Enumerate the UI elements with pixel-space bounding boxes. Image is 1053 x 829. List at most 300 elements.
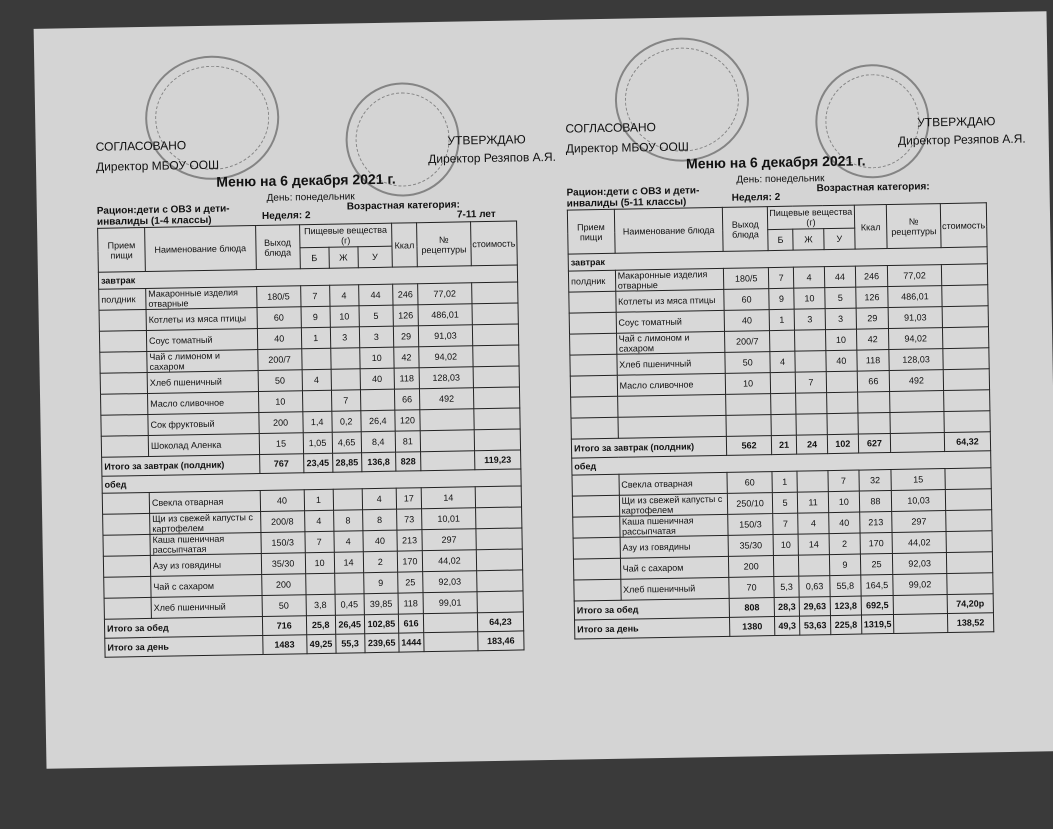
- meal-cell: [573, 516, 620, 538]
- meal-cell: [569, 312, 616, 334]
- total-value: 102,85: [364, 614, 399, 634]
- cell-value: 213: [859, 511, 892, 533]
- cell-value: 14: [798, 534, 829, 556]
- dish-name: Азу из говядины: [150, 554, 261, 577]
- cell-value: 492: [419, 388, 473, 410]
- cell-value: 11: [797, 492, 828, 514]
- day-total-value: 1483: [262, 635, 306, 655]
- header-zh: Ж: [329, 247, 358, 269]
- day-total-label: Итого за день: [105, 635, 263, 657]
- cell-value: [797, 471, 828, 493]
- cell-value: 15: [891, 469, 945, 491]
- day-total-value: 138,52: [947, 613, 993, 633]
- cell-value: [305, 573, 334, 595]
- header-yield: Выход блюда: [255, 225, 300, 270]
- total-label: Итого за завтрак (полдник): [102, 455, 260, 477]
- cell-value: [941, 264, 987, 286]
- cell-value: 5: [772, 492, 798, 513]
- cell-value: 180/5: [724, 268, 769, 290]
- total-value: 627: [858, 434, 891, 454]
- cell-value: 150/3: [261, 532, 305, 554]
- cell-value: 1: [304, 489, 333, 511]
- meal-cell: [104, 576, 151, 598]
- age-category: Возрастная категория:: [346, 199, 460, 213]
- day-total-value: 1380: [730, 617, 775, 637]
- cell-value: 40: [257, 328, 301, 350]
- cell-value: 94,02: [419, 346, 473, 368]
- cell-value: 1: [301, 327, 330, 349]
- cell-value: 44: [824, 266, 855, 288]
- meal-cell: [100, 351, 147, 373]
- cell-value: [475, 507, 521, 529]
- cell-value: 42: [856, 329, 889, 351]
- total-value: [423, 613, 477, 633]
- dish-name: Масло сливочное: [617, 373, 726, 396]
- cell-value: 10: [794, 288, 825, 310]
- cell-value: 8,4: [361, 431, 396, 453]
- meal-cell: полдник: [99, 288, 146, 310]
- cell-value: [796, 393, 827, 415]
- cell-value: 297: [892, 511, 946, 533]
- cell-value: 77,02: [418, 283, 472, 305]
- cell-value: [947, 573, 993, 595]
- header-recipe: № рецептуры: [417, 222, 472, 267]
- cell-value: 32: [859, 469, 892, 491]
- cell-value: 91,03: [888, 307, 942, 329]
- cell-value: 200/7: [257, 349, 301, 371]
- cell-value: [890, 412, 944, 434]
- meal-cell: [102, 492, 149, 514]
- cell-value: 0,2: [331, 411, 360, 433]
- cell-value: [477, 570, 523, 592]
- cell-value: 92,03: [893, 553, 947, 575]
- page-header: [565, 101, 1037, 209]
- cell-value: [946, 552, 992, 574]
- cell-value: 44,02: [422, 550, 476, 572]
- total-label: Итого за обед: [104, 616, 262, 638]
- cell-value: 40: [826, 350, 857, 372]
- cell-value: 3: [794, 309, 825, 331]
- day-total-value: 49,3: [774, 616, 800, 635]
- cell-value: 8: [362, 509, 397, 531]
- cell-value: [475, 486, 521, 508]
- total-value: [421, 451, 475, 471]
- cell-value: [943, 390, 989, 412]
- cell-value: 126: [393, 305, 418, 326]
- cell-value: 7: [305, 531, 334, 553]
- meal-cell: [101, 414, 148, 436]
- cell-value: [827, 413, 858, 435]
- cell-value: 42: [394, 347, 419, 368]
- cell-value: [944, 411, 990, 433]
- dish-name: Хлеб пшеничный: [151, 596, 262, 619]
- cell-value: [471, 282, 517, 304]
- cell-value: 4: [798, 513, 829, 535]
- cell-value: 200: [258, 412, 302, 434]
- cell-value: [476, 549, 522, 571]
- cell-value: 77,02: [888, 265, 942, 287]
- total-value: 119,23: [474, 450, 520, 470]
- cell-value: [477, 591, 523, 613]
- cell-value: 44,02: [892, 532, 946, 554]
- meal-cell: [101, 435, 148, 457]
- cell-value: 25: [398, 572, 423, 593]
- cell-value: 14: [334, 552, 363, 574]
- cell-value: [474, 408, 520, 430]
- cell-value: 10: [725, 373, 770, 395]
- cell-value: [943, 348, 989, 370]
- cell-value: [945, 489, 991, 511]
- header-kcal: Ккал: [392, 223, 418, 267]
- cell-value: 9: [829, 554, 860, 576]
- cell-value: 2: [829, 533, 860, 555]
- cell-value: 40: [829, 512, 860, 534]
- meal-cell: [570, 333, 617, 355]
- total-value: 74,20р: [947, 594, 993, 614]
- cell-value: 118: [394, 368, 419, 389]
- cell-value: 213: [397, 530, 422, 551]
- cell-value: 40: [360, 368, 395, 390]
- cell-value: 200: [261, 574, 305, 596]
- cell-value: [473, 387, 519, 409]
- cell-value: [331, 369, 360, 391]
- total-value: 102: [827, 434, 858, 454]
- meal-cell: [103, 534, 150, 556]
- cell-value: 14: [421, 487, 475, 509]
- cell-value: 150/3: [728, 514, 773, 536]
- total-value: 25,8: [306, 615, 335, 635]
- dish-name: Азу из говядины: [620, 535, 729, 558]
- cell-value: [773, 555, 799, 576]
- ration-label: Рацион:дети с ОВЗ и дети-инвалиды (1-4 классы): [96, 203, 230, 228]
- cell-value: 92,03: [423, 571, 477, 593]
- section-name: обед: [572, 451, 991, 475]
- header-recipe: № рецептуры: [887, 204, 941, 249]
- total-value: 616: [398, 614, 423, 633]
- menu-title: Меню на 6 декабря 2021 г.: [216, 170, 396, 190]
- page-header: [95, 120, 567, 228]
- cell-value: 66: [857, 371, 890, 393]
- cell-value: [420, 430, 474, 452]
- cell-value: 128,03: [419, 367, 473, 389]
- meal-cell: [574, 579, 621, 601]
- cell-value: 7: [768, 267, 794, 288]
- cell-value: 170: [397, 551, 422, 572]
- scanned-sheet: [34, 11, 1053, 769]
- cell-value: 250/10: [728, 493, 773, 515]
- header-nutrients: Пищевые вещества (г): [767, 205, 854, 230]
- day-total-value: [894, 614, 948, 634]
- cell-value: [726, 415, 771, 437]
- total-value: [893, 595, 947, 615]
- cell-value: [474, 429, 520, 451]
- total-value: 136,8: [361, 452, 396, 472]
- cell-value: 120: [395, 410, 420, 431]
- week-info: [732, 192, 781, 204]
- cell-value: 118: [398, 593, 423, 614]
- meal-cell: [571, 417, 618, 439]
- cell-value: 35/30: [261, 553, 305, 575]
- total-value: 64,32: [944, 432, 990, 452]
- dish-name: Шоколад Аленка: [148, 434, 259, 457]
- cell-value: [473, 366, 519, 388]
- cell-value: 39,85: [364, 593, 399, 615]
- header-yield: Выход блюда: [723, 207, 769, 252]
- section-name: завтрак: [98, 265, 517, 289]
- total-value: 828: [396, 452, 421, 471]
- dish-name: Щи из свежей капусты с картофелем: [150, 512, 261, 535]
- dish-name: Каша пшеничная рассыпчатая: [150, 533, 261, 556]
- dish-name: Чай с сахаром: [620, 556, 729, 579]
- cell-value: 9: [363, 572, 398, 594]
- dish-name: Котлеты из мяса птицы: [146, 308, 257, 331]
- day-total-value: 1319,5: [861, 614, 894, 634]
- cell-value: [420, 409, 474, 431]
- agreed-label: СОГЛАСОВАНО: [565, 120, 657, 136]
- header-dish: Наименование блюда: [145, 226, 256, 272]
- header-meal: Прием пищи: [98, 227, 146, 272]
- cell-value: [827, 392, 858, 414]
- cell-value: 10: [359, 347, 394, 369]
- cell-value: 5: [359, 305, 394, 327]
- meal-cell: [573, 537, 620, 559]
- cell-value: 10: [330, 306, 359, 328]
- meal-cell: [100, 372, 147, 394]
- cell-value: 4: [329, 285, 358, 307]
- meal-cell: [103, 555, 150, 577]
- cell-value: 10: [258, 391, 302, 413]
- cell-value: 486,01: [418, 304, 472, 326]
- day-total-value: 49,25: [306, 634, 335, 654]
- cell-value: [945, 468, 991, 490]
- director-right: Директор Резяпов А.Я.: [897, 131, 1026, 148]
- cell-value: 4,65: [332, 432, 361, 454]
- cell-value: 4: [302, 369, 331, 391]
- cell-value: 66: [394, 389, 419, 410]
- cell-value: 50: [258, 370, 302, 392]
- cell-value: 486,01: [888, 286, 942, 308]
- cell-value: 29: [856, 308, 889, 330]
- dish-name: Свекла отварная: [619, 472, 728, 495]
- total-value: 28,3: [774, 597, 800, 616]
- cell-value: 1: [772, 471, 798, 492]
- total-value: [891, 433, 945, 453]
- total-value: 808: [729, 598, 774, 618]
- menu-table: [567, 202, 994, 639]
- cell-value: 4: [362, 488, 397, 510]
- total-label: Итого за обед: [574, 598, 730, 620]
- section-name: обед: [102, 469, 521, 493]
- cell-value: 200/7: [725, 331, 770, 353]
- dish-name: [617, 394, 726, 417]
- cell-value: 180/5: [256, 286, 300, 308]
- menu-table: [97, 220, 524, 657]
- cell-value: 3: [359, 326, 394, 348]
- cell-value: 91,03: [418, 325, 472, 347]
- week-label: Неделя:: [731, 192, 772, 204]
- cell-value: 26,4: [361, 410, 396, 432]
- cell-value: [795, 330, 826, 352]
- header-cost: стоимость: [940, 203, 987, 248]
- day-total-value: 183,46: [478, 631, 524, 651]
- dish-name: Соус томатный: [616, 310, 725, 333]
- cell-value: [942, 327, 988, 349]
- total-value: 692,5: [861, 595, 894, 615]
- meal-cell: [103, 513, 150, 535]
- cell-value: 7: [795, 372, 826, 394]
- menu-title: Меню на 6 декабря 2021 г.: [685, 152, 866, 172]
- cell-value: 128,03: [889, 349, 943, 371]
- header-cost: стоимость: [470, 221, 517, 266]
- cell-value: 164,5: [861, 574, 894, 596]
- day-total-value: 225,8: [830, 615, 861, 635]
- cell-value: 126: [855, 287, 888, 309]
- dish-name: Каша пшеничная рассыпчатая: [619, 514, 728, 537]
- total-value: 26,45: [335, 615, 364, 635]
- cell-value: [473, 345, 519, 367]
- cell-value: [799, 555, 830, 577]
- cell-value: [946, 510, 992, 532]
- header-u: У: [824, 228, 855, 250]
- cell-value: 40: [363, 530, 398, 552]
- cell-value: 4: [794, 267, 825, 289]
- cell-value: [946, 531, 992, 553]
- dish-name: Масло сливочное: [147, 392, 258, 415]
- cell-value: 7: [331, 390, 360, 412]
- cell-value: 3: [330, 327, 359, 349]
- cell-value: 10: [825, 329, 856, 351]
- director-left: Директор МБОУ ООШ: [95, 157, 220, 174]
- cell-value: 246: [393, 284, 418, 305]
- cell-value: [942, 306, 988, 328]
- day-total-value: [424, 632, 478, 652]
- cell-value: 5: [825, 287, 856, 309]
- cell-value: 3,8: [306, 594, 335, 616]
- menu-page-right: [565, 101, 1047, 809]
- menu-page-left: [95, 120, 577, 828]
- ration-label: Рацион:дети с ОВЗ и дети-инвалиды (5-11 классы): [566, 185, 700, 210]
- cell-value: 7: [300, 285, 329, 307]
- cell-value: 60: [727, 472, 772, 494]
- cell-value: 99,01: [423, 592, 477, 614]
- cell-value: [769, 330, 795, 351]
- cell-value: [858, 413, 891, 435]
- cell-value: [942, 285, 988, 307]
- total-value: 123,8: [830, 596, 861, 616]
- week-value: 2: [774, 191, 781, 203]
- dish-name: Хлеб пшеничный: [147, 371, 258, 394]
- cell-value: 7: [773, 513, 799, 534]
- cell-value: 15: [259, 433, 303, 455]
- dish-name: Чай с сахаром: [151, 575, 262, 598]
- cell-value: [301, 348, 330, 370]
- cell-value: [771, 414, 797, 435]
- total-value: 21: [771, 435, 797, 454]
- meal-cell: [570, 375, 617, 397]
- cell-value: 10,03: [892, 490, 946, 512]
- day-value: понедельник: [764, 173, 825, 186]
- cell-value: 8: [333, 510, 362, 532]
- cell-value: 4: [770, 351, 796, 372]
- cell-value: 50: [725, 352, 770, 374]
- meal-cell: [569, 291, 616, 313]
- cell-value: [771, 393, 797, 414]
- cell-value: [726, 394, 771, 416]
- cell-value: 4: [334, 531, 363, 553]
- cell-value: [826, 371, 857, 393]
- cell-value: 2: [363, 551, 398, 573]
- cell-value: 60: [257, 307, 301, 329]
- cell-value: 60: [724, 289, 769, 311]
- cell-value: [795, 351, 826, 373]
- total-value: 24: [796, 435, 827, 455]
- cell-value: 94,02: [889, 328, 943, 350]
- cell-value: [302, 390, 331, 412]
- dish-name: Котлеты из мяса птицы: [615, 289, 724, 312]
- dish-name: Хлеб пшеничный: [617, 352, 726, 375]
- age-category: Возрастная категория:: [816, 181, 930, 195]
- cell-value: 9: [301, 306, 330, 328]
- header-b: Б: [768, 229, 794, 250]
- total-value: 28,85: [332, 453, 361, 473]
- dish-name: Макаронные изделия отварные: [615, 268, 724, 291]
- cell-value: 29: [393, 326, 418, 347]
- cell-value: [334, 573, 363, 595]
- cell-value: 0,45: [335, 594, 364, 616]
- dish-name: [618, 415, 727, 438]
- week-value: 2: [304, 210, 311, 222]
- cell-value: [476, 528, 522, 550]
- total-value: 23,45: [303, 453, 332, 473]
- cell-value: 118: [857, 350, 890, 372]
- cell-value: [472, 324, 518, 346]
- cell-value: 7: [828, 470, 859, 492]
- cell-value: 40: [260, 490, 304, 512]
- meal-cell: [99, 330, 146, 352]
- agreed-label: СОГЛАСОВАНО: [95, 138, 187, 154]
- day-total-label: Итого за день: [575, 617, 731, 639]
- header-nutrients: Пищевые вещества (г): [299, 223, 392, 248]
- cell-value: 297: [422, 529, 476, 551]
- total-value: 64,23: [477, 612, 523, 632]
- cell-value: 3: [825, 308, 856, 330]
- cell-value: 88: [859, 490, 892, 512]
- cell-value: 200/8: [260, 511, 304, 533]
- cell-value: [890, 391, 944, 413]
- cell-value: 44: [358, 284, 393, 306]
- week-label: Неделя:: [261, 210, 303, 222]
- header-dish: Наименование блюда: [614, 207, 723, 253]
- cell-value: 73: [397, 509, 422, 530]
- dish-name: Хлеб пшеничный: [620, 577, 729, 600]
- cell-value: 246: [855, 266, 888, 288]
- cell-value: 200: [729, 556, 774, 578]
- meal-cell: [104, 597, 151, 619]
- meal-cell: полдник: [568, 270, 615, 292]
- total-value: 716: [262, 616, 306, 636]
- dish-name: Чай с лимоном и сахаром: [616, 331, 725, 354]
- dish-name: Чай с лимоном и сахаром: [147, 350, 258, 373]
- cell-value: [857, 392, 890, 414]
- meal-cell: [99, 309, 146, 331]
- section-name: завтрак: [568, 247, 987, 271]
- total-value: 767: [259, 454, 303, 474]
- day-total-value: 239,65: [364, 633, 399, 653]
- cell-value: 70: [729, 577, 774, 599]
- cell-value: 5,3: [774, 576, 800, 597]
- dish-name: Щи из свежей капусты с картофелем: [619, 493, 728, 516]
- cell-value: [360, 389, 395, 411]
